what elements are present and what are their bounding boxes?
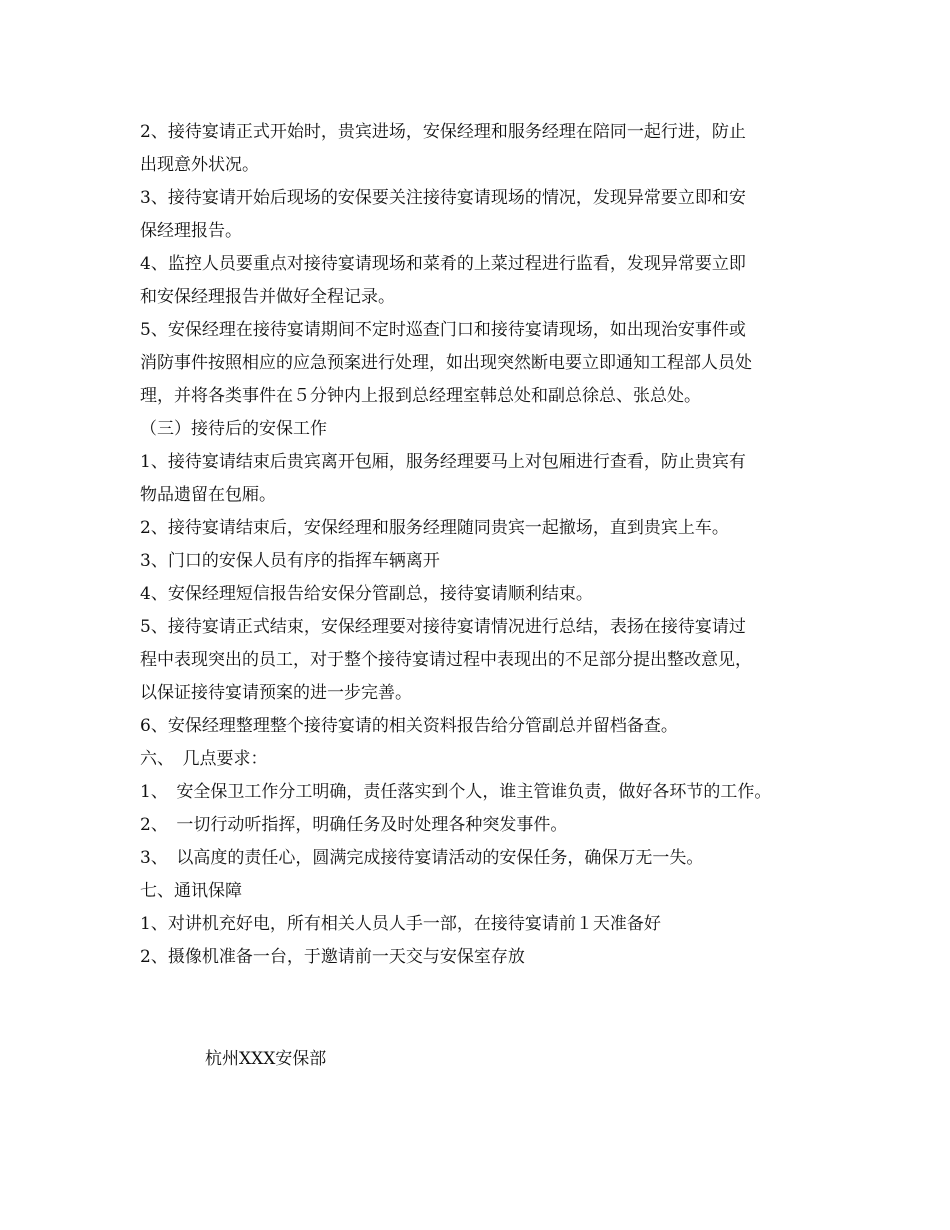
paragraph-line: 理，并将各类事件在５分钟内上报到总经理室韩总处和副总徐总、张总处。 (140, 386, 701, 406)
paragraph-line: 1、对讲机充好电，所有相关人员人手一部，在接待宴请前１天准备好 (140, 914, 661, 934)
paragraph-line: 5、接待宴请正式结束，安保经理要对接待宴请情况进行总结，表扬在接待宴请过 (140, 617, 746, 637)
signature-line: 杭州XXX安保部 (205, 1049, 327, 1069)
paragraph-line: 出现意外状况。 (140, 155, 259, 175)
section-heading: （三）接待后的安保工作 (140, 419, 327, 439)
section-heading: 七、通讯保障 (140, 881, 242, 901)
document-body (140, 116, 830, 974)
paragraph-line: 物品遗留在包厢。 (140, 485, 276, 505)
paragraph-line: 保经理报告。 (140, 221, 242, 241)
paragraph-line: 消防事件按照相应的应急预案进行处理，如出现突然断电要立即通知工程部人员处 (140, 353, 752, 373)
paragraph-line: 2、接待宴请正式开始时，贵宾进场，安保经理和服务经理在陪同一起行进，防止 (140, 122, 746, 142)
paragraph-line: 2、接待宴请结束后，安保经理和服务经理随同贵宾一起撤场，直到贵宾上车。 (140, 518, 729, 538)
paragraph-line: 和安保经理报告并做好全程记录。 (140, 287, 395, 307)
paragraph-line: 3、门口的安保人员有序的指挥车辆离开 (140, 551, 440, 571)
paragraph-line: 4、安保经理短信报告给安保分管副总，接待宴请顺利结束。 (140, 584, 593, 604)
requirement-item: 1、 安全保卫工作分工明确，责任落实到个人，谁主管谁负责，做好各环节的工作。 (140, 782, 772, 802)
paragraph-line: 1、接待宴请结束后贵宾离开包厢，服务经理要马上对包厢进行查看，防止贵宾有 (140, 452, 746, 472)
requirement-item: 2、 一切行动听指挥，明确任务及时处理各种突发事件。 (140, 815, 568, 835)
requirement-item: 3、 以高度的责任心，圆满完成接待宴请活动的安保任务，确保万无一失。 (140, 848, 704, 868)
paragraph-line: 4、监控人员要重点对接待宴请现场和菜肴的上菜过程进行监看，发现异常要立即 (140, 254, 746, 274)
section-heading: 六、 几点要求： (140, 749, 268, 769)
paragraph-line: 3、接待宴请开始后现场的安保要关注接待宴请现场的情况，发现异常要立即和安 (140, 188, 746, 208)
paragraph-line: 2、摄像机准备一台，于邀请前一天交与安保室存放 (140, 947, 525, 967)
paragraph-line: 6、安保经理整理整个接待宴请的相关资料报告给分管副总并留档备查。 (140, 716, 678, 736)
paragraph-line: 5、安保经理在接待宴请期间不定时巡查门口和接待宴请现场，如出现治安事件或 (140, 320, 746, 340)
paragraph-line: 程中表现突出的员工，对于整个接待宴请过程中表现出的不足部分提出整改意见， (140, 650, 752, 670)
paragraph-line: 以保证接待宴请预案的进一步完善。 (140, 683, 412, 703)
